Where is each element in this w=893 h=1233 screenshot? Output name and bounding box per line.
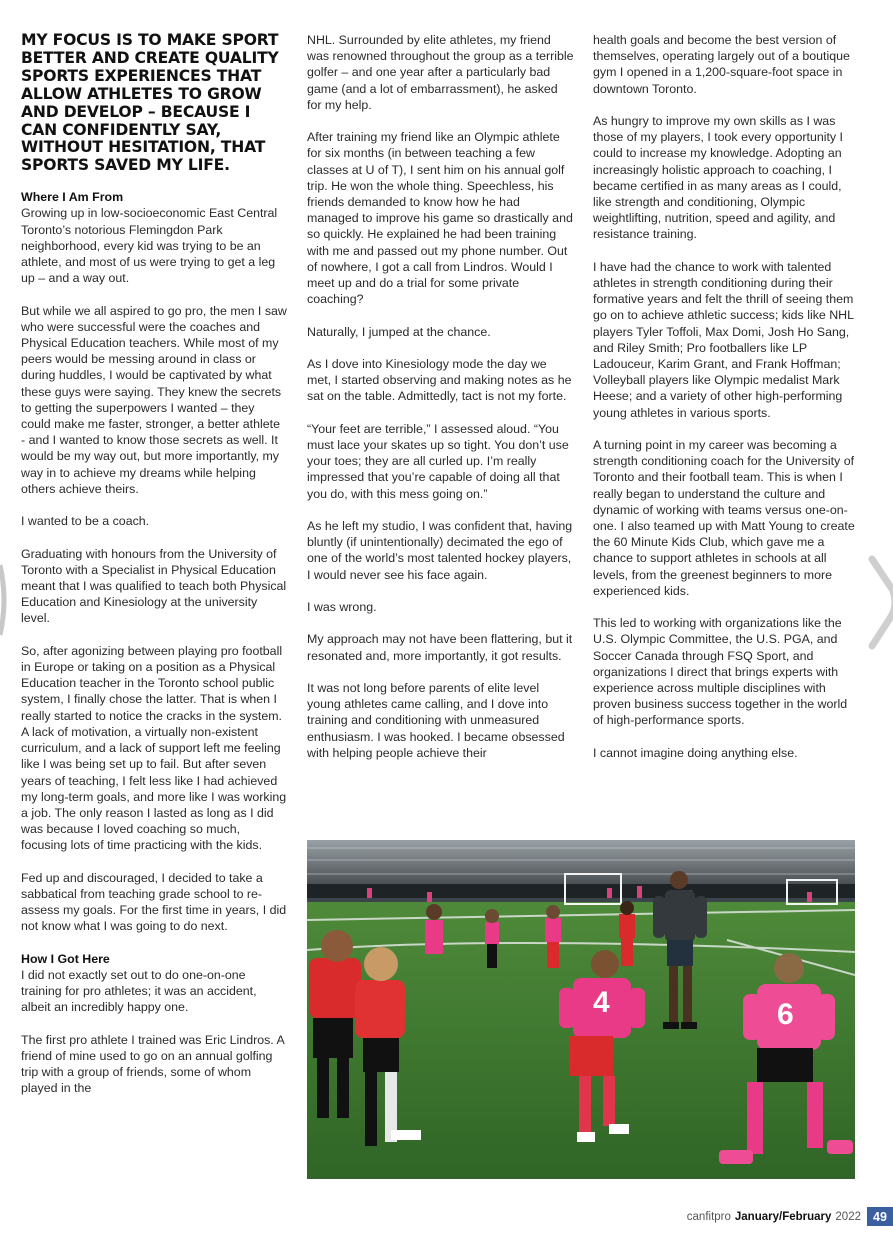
soccer-training-photo xyxy=(307,840,855,1179)
article-column-1 xyxy=(21,32,287,1113)
page-footer xyxy=(687,1207,893,1226)
paragraph: As hungry to improve my own skills as I was those of my players, I took every opportunity I could to increase my knowledge. Adopting an increasingly holistic approach to coaching, I became certified in as many areas as I could, like strength and conditioning, Olympic weightlifting, nutrition, speed and agility, and resistance training. xyxy=(593,114,843,242)
photo-illustration xyxy=(307,840,855,1179)
paragraph: I cannot imagine doing anything else. xyxy=(593,745,798,760)
paragraph: Growing up in low-socioeconomic East Central Toronto’s notorious Flemingdon Park neighborhood, every kid was trying to be an athlete, and most of us were trying to get a leg up – and a way out. xyxy=(21,206,278,286)
left-edge-decoration xyxy=(0,555,8,645)
paragraph: Graduating with honours from the University of Toronto with a Specialist in Physical Education meant that I was qualified to teach both Physical Education and Kinesiology at the university level. xyxy=(21,546,287,626)
article-column-2 xyxy=(307,32,574,777)
paragraph: It was not long before parents of elite level young athletes came calling, and I dove into training and conditioning with unmeasured enthusiasm. I was hooked. I became obsessed with helping people achieve their xyxy=(307,681,565,760)
paragraph: A turning point in my career was becoming a strength conditioning coach for the University of Toronto and their football team. This is when I really began to understand the culture and dynamic of working with teams versus one-on-one. I also teamed up with Matt Young to create the 60 Minute Kids Club, which gave me a chance to support athletes in schools at all levels, from the greenest beginners to more experienced kids. xyxy=(593,438,855,598)
paragraph: “Your feet are terrible,” I assessed aloud. “You must lace your skates up so tight. You don’t use your toes; they are all curled up. I’m really impressed that you’re capable of doing all that you do, with this mess going on.” xyxy=(307,421,569,501)
paragraph: Fed up and discouraged, I decided to take a sabbatical from teaching grade school to re-assess my goals. For the first time in years, I did not know what I was going to do next. xyxy=(21,870,287,934)
section-heading-where-i-am-from: Where I Am From xyxy=(21,190,124,205)
pull-quote: MY FOCUS IS TO MAKE SPORT BETTER AND CREATE QUALITY SPORTS EXPERIENCES THAT ALLOW ATHLETES TO GROW AND DEVELOP – BECAUSE I CAN CONFIDENTLY SAY, WITHOUT HESITATION, THAT SPORTS SAVED MY LIFE. xyxy=(21,31,279,175)
jersey-number-4: 4 xyxy=(593,986,610,1019)
paragraph: I did not exactly set out to do one-on-one training for pro athletes; it was an accident, albeit an incredibly happy one. xyxy=(21,967,257,1015)
page-number-badge: 49 xyxy=(867,1207,893,1226)
paragraph: The first pro athlete I trained was Eric Lindros. A friend of mine used to go on an annual golfing trip with a group of friends, some of whom played in the xyxy=(21,1032,285,1096)
article-column-3 xyxy=(593,32,859,777)
paragraph: I have had the chance to work with talented athletes in strength conditioning during their formative years and felt the thrill of seeing them go on to achieve athletic success; kids like NHL players Tyler Toffoli, Max Domi, Josh Ho Sang, and Riley Smith; Pro footballers like LP Ladouceur, Karim Grant, and Frank Hoffman; Volleyball players like Olympic medalist Mark Heese; and a variety of other high-performing young athletes in various sports. xyxy=(593,259,854,420)
paragraph: As he left my studio, I was confident that, having bluntly (if unintentionally) decimated the ego of one of the world’s most talented hockey players, I would never see his face again. xyxy=(307,519,573,582)
paragraph: So, after agonizing between playing pro football in Europe or taking on a position as a Physical Education teacher in the Toronto school public system, I finally chose the latter. That is when I really started to notice the cracks in the system. A lack of motivation, a virtually non-existent curriculum, and a lack of support left me feeling like I was being set up to fail. But after seven years of teaching, I felt less like I had achieved my long-term goals, and more like I was working a job. The only reason I lasted as long as I did was because I loved coaching so much, focusing lots of time practicing with the kids. xyxy=(21,643,287,853)
paragraph: My approach may not have been flattering, but it resonated and, more importantly, it got results. xyxy=(307,632,573,663)
magazine-brand: canfitpro xyxy=(686,1210,731,1223)
paragraph: Naturally, I jumped at the chance. xyxy=(307,324,491,339)
issue-year: 2022 xyxy=(835,1210,861,1223)
paragraph: I wanted to be a coach. xyxy=(21,514,150,529)
paragraph: NHL. Surrounded by elite athletes, my friend was renowned throughout the group as a terrible golfer – and one year after a particularly bad game (and a lot of embarrassment), he asked for my help. xyxy=(307,33,574,112)
paragraph: health goals and become the best version of themselves, operating largely out of a boutique gym I opened in a 1,200-square-foot space in downtown Toronto. xyxy=(593,33,850,96)
jersey-number-6: 6 xyxy=(777,998,794,1031)
paragraph: I was wrong. xyxy=(307,600,377,615)
paragraph: But while we all aspired to go pro, the men I saw who were successful were the coaches and Physical Education teachers. While most of my peers would be messing around in class or during huddles, I would be captivated by what these guys were saying. They knew the secrets to getting the superpowers I wanted – they could make me faster, stronger, a better athlete - and I wanted to know those secrets as well. It would be my way out, but more importantly, my way in to achieve my dreams while helping others achieve theirs. xyxy=(21,303,287,496)
paragraph: After training my friend like an Olympic athlete for six months (in between teaching a few classes at U of T), I sent him on his annual golf trip. He won the whole thing. Speechless, his friends demanded to know how he had managed to improve his game so drastically and so quickly. He explained he had been training with me and passed out my phone number. Out of nowhere, I got a call from Lindros. Would I meet up and do a trial for some private coaching? xyxy=(307,130,573,307)
issue-label: January/February xyxy=(734,1210,832,1223)
paragraph: As I dove into Kinesiology mode the day we met, I started observing and making notes as he sat on the table. Admittedly, tact is not my forte. xyxy=(307,357,572,404)
section-heading-how-i-got-here: How I Got Here xyxy=(21,951,110,966)
right-edge-chevron-icon xyxy=(866,555,893,650)
paragraph: This led to working with organizations like the U.S. Olympic Committee, the U.S. PGA, and Soccer Canada through FSQ Sport, and organizations I direct that brings experts with experience across multiple disciplines with proven business success together in the world of high-performance sports. xyxy=(593,616,848,728)
